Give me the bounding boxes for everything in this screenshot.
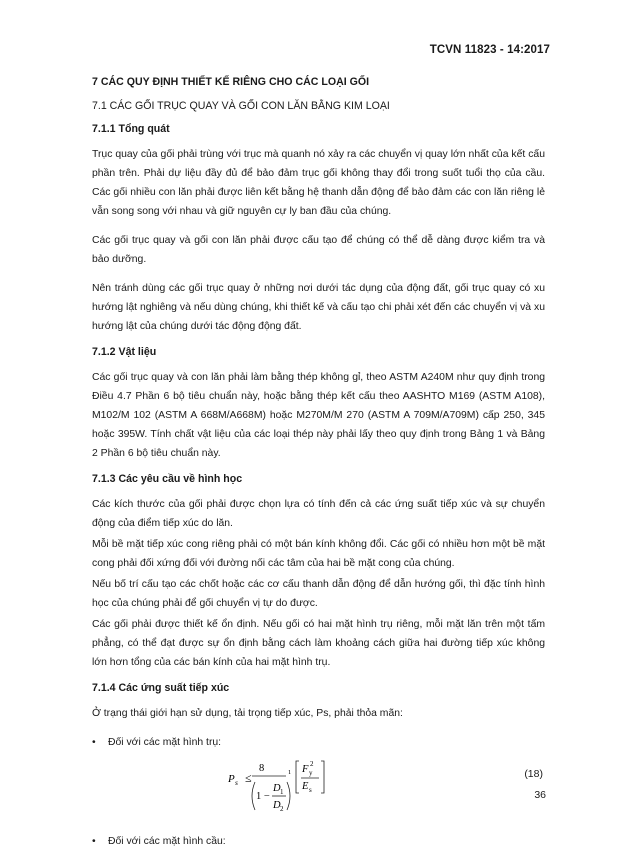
paragraph-7-1-3-c: Nếu bố trí cấu tạo các chốt hoặc các cơ cấu thanh dẫn động để dẫn hướng gối, thì đặc tính hình học của chúng phải để gối chuyển vị tự do được.	[92, 579, 545, 609]
eq-d1: D	[273, 783, 281, 794]
section-7-1-heading: 7.1 CÁC GỐI TRỤC QUAY VÀ GỐI CON LĂN BẰNG KIM LOẠI	[92, 100, 390, 112]
section-7-1-2-heading: 7.1.2 Vật liệu	[92, 346, 157, 358]
paragraph-7-1-3-b: Mỗi bề mặt tiếp xúc cong riêng phải có một bán kính không đổi. Các gối có nhiều hơn một bề mặt cong phải đối xứng đối với đường nối các tâm của hai bề mặt cong của chúng.	[92, 539, 545, 569]
eq-fy-sup: 2	[310, 760, 314, 768]
section-7-1-4-heading: 7.1.4 Các ứng suất tiếp xúc	[92, 682, 230, 694]
paragraph-7-1-3-d: Các gối phải được thiết kế ổn định. Nếu gối có hai mặt hình trụ riêng, mỗi mặt lăn trên một tấm phẳng, có thể đạt được sự ổn định bằng cách làm khoảng cách giữa hai đường tiếp xúc không lớn hơn tổng của các bán kính của hai mặt hình trụ.	[92, 619, 545, 668]
bullet-dot-icon: •	[92, 836, 96, 847]
bullet-spherical-text: Đối với các mặt hình cầu:	[108, 836, 226, 847]
eq-fy: F	[302, 764, 309, 775]
eq-left-paren	[252, 782, 255, 810]
eq-relation: ≤	[245, 771, 252, 785]
eq-right-bracket	[321, 761, 324, 793]
page-number: 36	[534, 789, 546, 801]
eq-one: 1	[288, 769, 292, 776]
section-7-1-1-heading: 7.1.1 Tổng quát	[92, 123, 170, 135]
eq-d2-sub: 2	[280, 805, 284, 813]
eq-es: E	[302, 781, 309, 792]
paragraph-7-1-1-c: Nên tránh dùng các gối trục quay ở những nơi dưới tác dụng của động đất, gối trục quay có xu hướng lật nghiêng và nếu dùng chúng, khi thiết kế và cấu tạo chi phải xét đến các chuyển vị và xu hướng lật của chúng dưới tác động động đất.	[92, 283, 545, 332]
section-7-1-3-heading: 7.1.3 Các yêu cầu về hình học	[92, 473, 243, 485]
page-content	[92, 76, 545, 851]
section-7-heading: 7 CÁC QUY ĐỊNH THIẾT KẾ RIÊNG CHO CÁC LOẠI GỐI	[92, 76, 370, 88]
eq-d2: D	[273, 800, 281, 811]
equation-number: (18)	[524, 768, 543, 780]
standard-code: TCVN 11823 - 14:2017	[429, 44, 550, 56]
bullet-spherical	[92, 832, 545, 851]
bullet-dot-icon: •	[92, 737, 96, 748]
eq-fy-sub: y	[309, 769, 313, 777]
eq-lhs: P	[228, 773, 235, 785]
eq-lhs-sub: s	[235, 778, 238, 787]
paragraph-7-1-3-a: Các kích thước của gối phải được chọn lựa có tính đến cả các ứng suất tiếp xúc và sự chuyển động của điểm tiếp xúc do lăn.	[92, 499, 545, 529]
eq-numerator: 8	[259, 763, 265, 774]
eq-minus: 1 −	[256, 791, 270, 802]
paragraph-7-1-1-a: Trục quay của gối phải trùng với trục mà quanh nó xảy ra các chuyển vị quay lớn nhất của kết cấu phần trên. Phải dự liệu đầy đủ để bảo đảm trục gối không thay đổi trong suốt tuổi thọ của cầu. Các gối nhiều con lăn phải được liên kết bằng hệ thanh dẫn động để bảo đảm các con lăn riêng lẻ vẫn song song với nhau và giữ nguyên cự ly ban đầu của chúng.	[92, 149, 545, 217]
eq-left-bracket	[296, 761, 299, 793]
paragraph-7-1-4: Ở trạng thái giới hạn sử dụng, tải trọng tiếp xúc, Ps, phải thỏa mãn:	[92, 708, 403, 719]
bullet-cylindrical	[92, 733, 545, 752]
eq-d1-sub: 1	[280, 788, 284, 796]
equation-graphic	[92, 754, 545, 826]
paragraph-7-1-1-b: Các gối trục quay và gối con lăn phải được cấu tạo để chúng có thể dễ dàng được kiểm tra và bảo dưỡng.	[92, 235, 545, 265]
eq-es-sub: s	[309, 786, 312, 794]
bullet-cylindrical-text: Đối với các mặt hình trụ:	[108, 737, 222, 748]
paragraph-7-1-2: Các gối trục quay và con lăn phải làm bằng thép không gỉ, theo ASTM A240M như quy định trong Điều 4.7 Phần 6 bộ tiêu chuẩn này, hoặc bằng thép kết cấu theo AASHTO M169 (ASTM A108), M102/M 102 (ASTM A 668M/A668M) hoặc M270M/M 270 (ASTM A 709M/A709M) cấp 250, 345 hoặc 395W. Tính chất vật liệu của các loại thép này phải lấy theo quy định trong Bảng 1 và Bảng 2 Phần 6 bộ tiêu chuẩn này.	[92, 372, 545, 459]
equation-18	[92, 754, 545, 826]
eq-right-paren	[287, 782, 290, 810]
